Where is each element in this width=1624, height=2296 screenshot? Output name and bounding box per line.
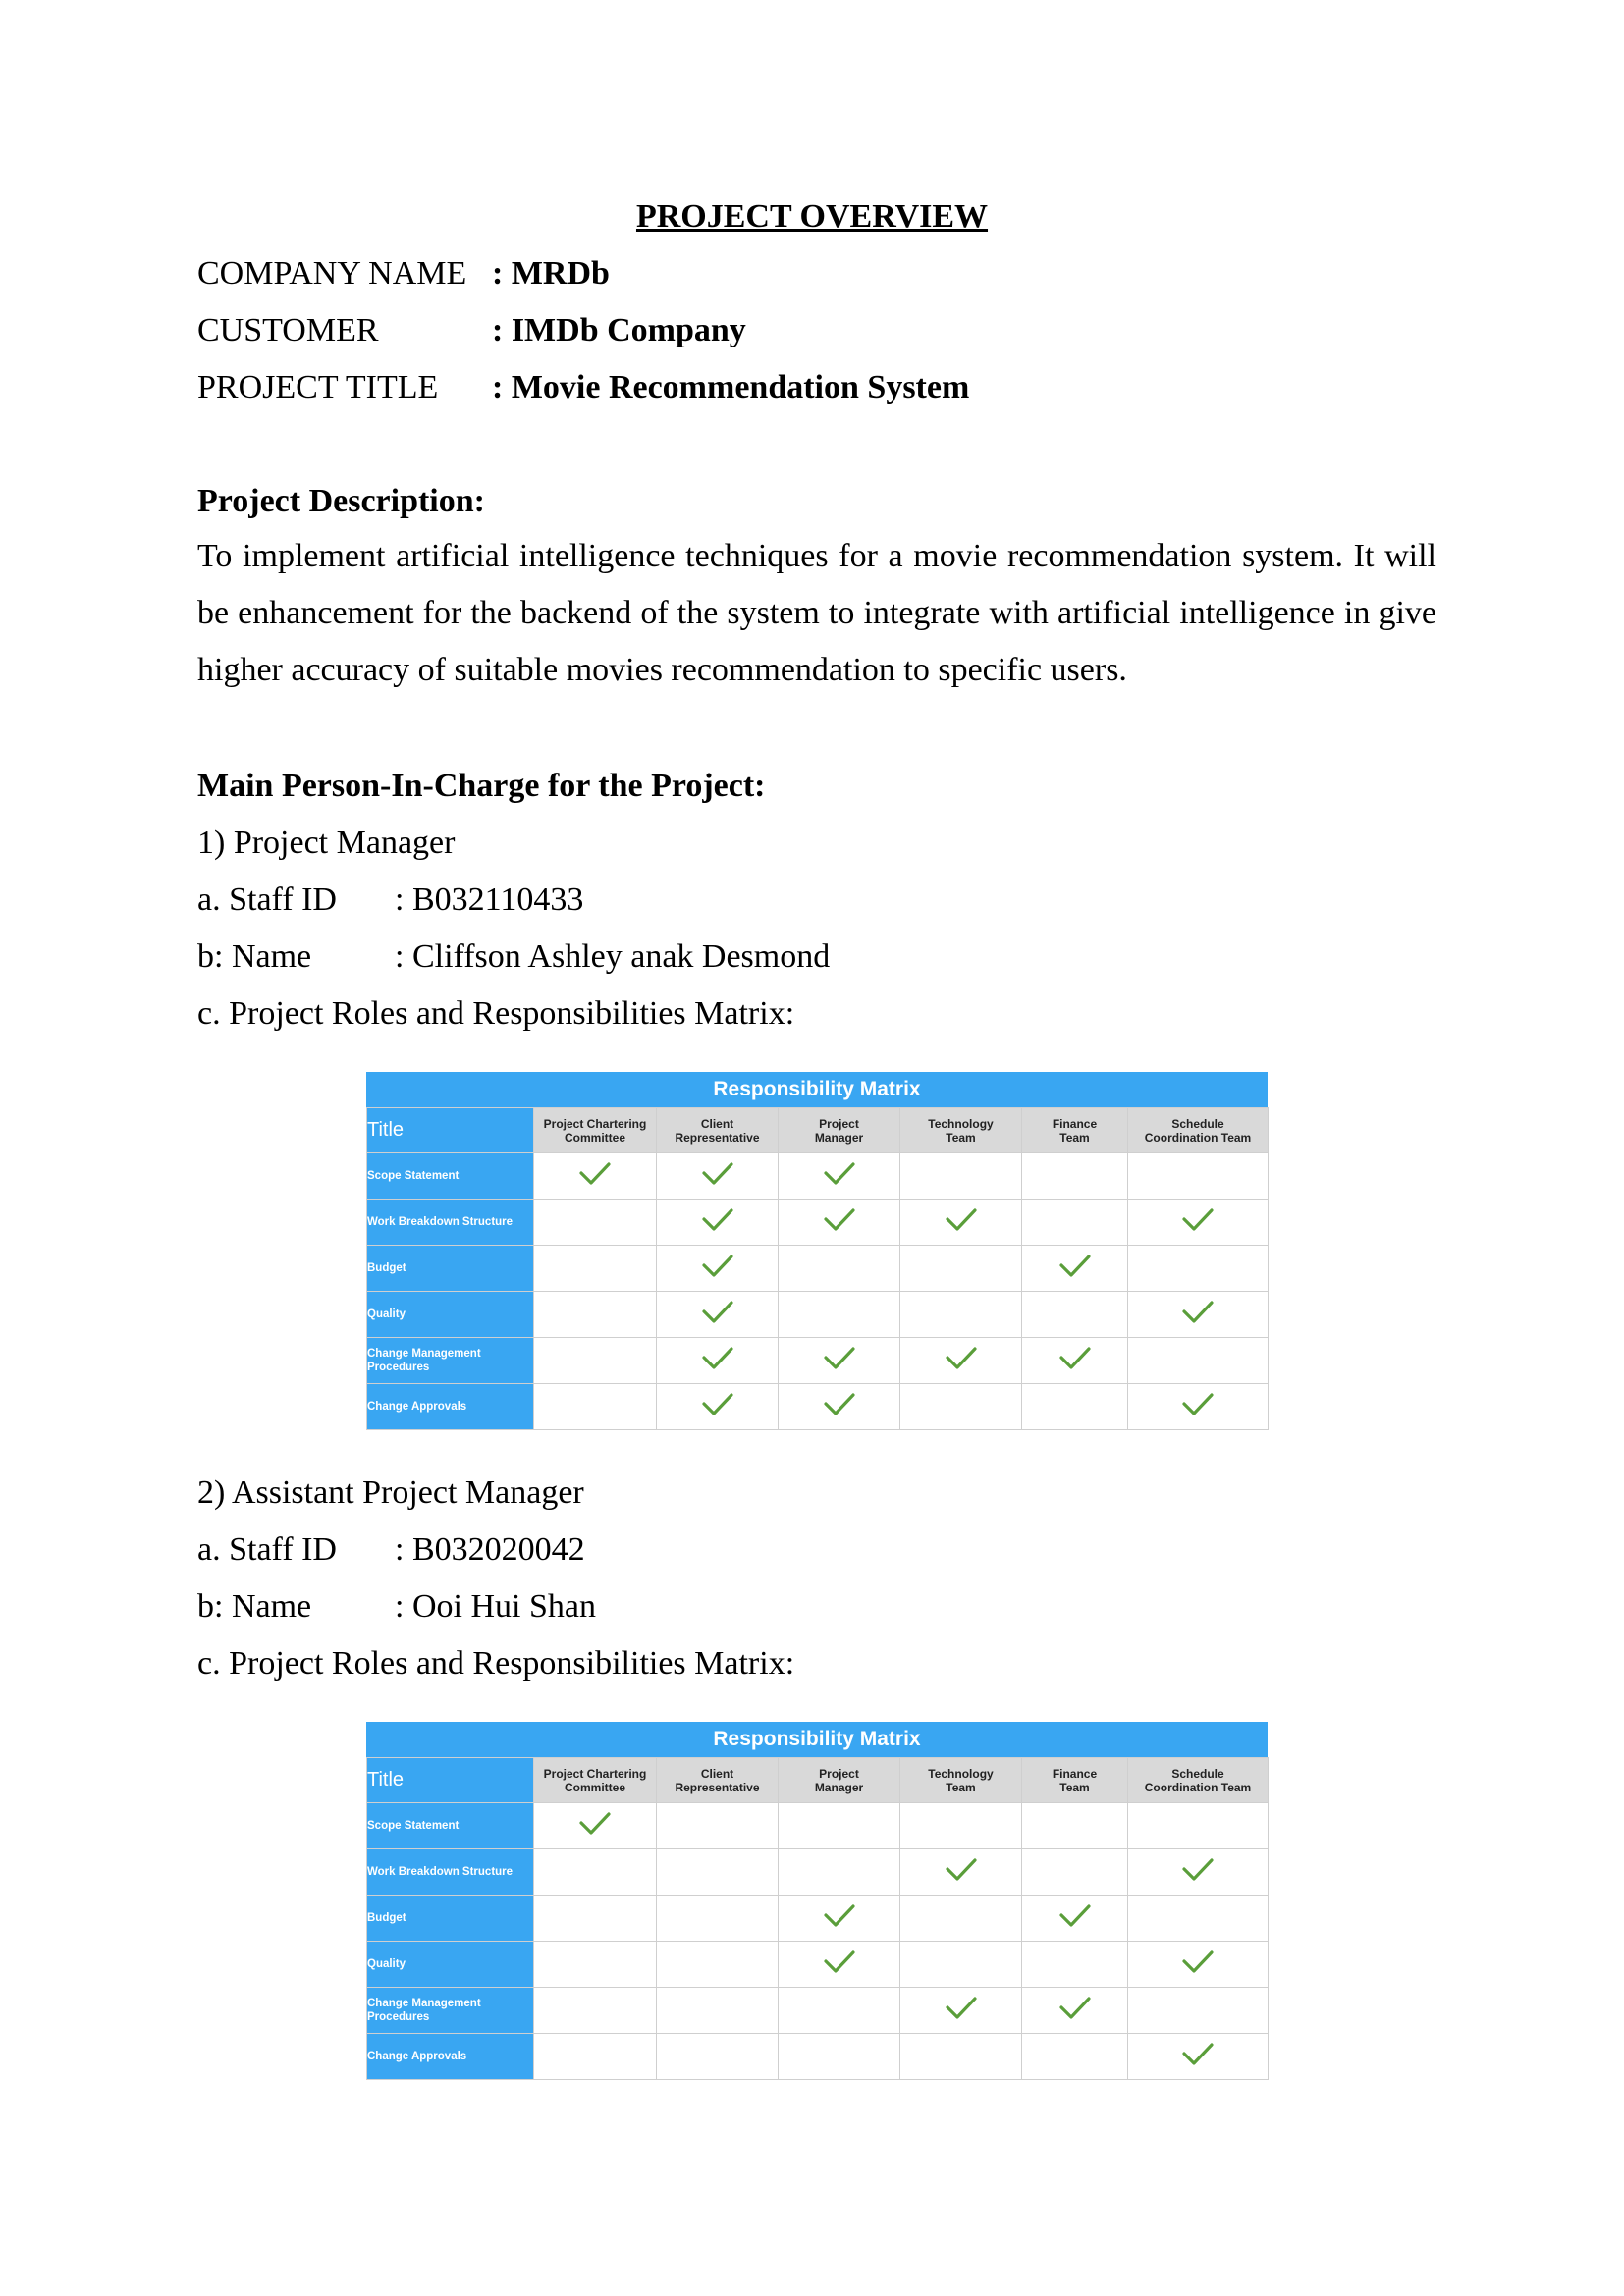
column-header-line: Team bbox=[946, 1130, 976, 1145]
matrix-cell bbox=[657, 1246, 779, 1292]
matrix-cell bbox=[779, 1153, 900, 1200]
column-header-line: Team bbox=[1059, 1780, 1090, 1794]
matrix-cell bbox=[534, 1896, 657, 1942]
checkmark-icon bbox=[946, 1346, 977, 1371]
row-label bbox=[367, 1849, 534, 1896]
matrix-cell bbox=[900, 1803, 1022, 1849]
responsibility-matrix-2 bbox=[366, 1722, 1268, 2080]
matrix-cell bbox=[657, 1988, 779, 2034]
checkmark-icon bbox=[946, 1857, 977, 1883]
matrix-cell bbox=[900, 1292, 1022, 1338]
description-heading: Project Description: bbox=[197, 483, 485, 519]
checkmark-icon bbox=[824, 1161, 855, 1187]
matrix-row bbox=[367, 1988, 1269, 2034]
person2-name-label: b: Name bbox=[197, 1588, 312, 1625]
matrix-cell bbox=[1022, 1292, 1128, 1338]
matrix-table bbox=[366, 1757, 1269, 2080]
checkmark-icon bbox=[702, 1207, 733, 1233]
column-header bbox=[1128, 1108, 1269, 1153]
row-label bbox=[367, 1292, 534, 1338]
column-header bbox=[1128, 1758, 1269, 1803]
matrix-cell bbox=[1128, 1988, 1269, 2034]
row-label-line: Quality bbox=[367, 1308, 406, 1320]
row-label-line: Procedures bbox=[367, 1362, 430, 1373]
matrix-row bbox=[367, 2034, 1269, 2080]
checkmark-icon bbox=[824, 1903, 855, 1929]
column-header bbox=[1022, 1108, 1128, 1153]
column-header-line: Schedule bbox=[1171, 1766, 1224, 1781]
person2-name-line bbox=[197, 1582, 596, 1631]
column-header-line: Technology bbox=[928, 1766, 994, 1781]
matrix-cell bbox=[900, 2034, 1022, 2080]
column-header-line: Finance bbox=[1052, 1116, 1098, 1131]
matrix-title-cell: Title bbox=[367, 1108, 534, 1153]
column-header bbox=[657, 1758, 779, 1803]
column-header bbox=[779, 1758, 900, 1803]
column-header-line: Client bbox=[700, 1766, 734, 1781]
matrix-cell bbox=[1128, 1200, 1269, 1246]
person1-role: 1) Project Manager bbox=[197, 825, 456, 861]
checkmark-icon bbox=[702, 1346, 733, 1371]
row-label-line: Scope Statement bbox=[367, 1820, 460, 1832]
column-header-line: Manager bbox=[814, 1130, 864, 1145]
column-header-line: Team bbox=[946, 1780, 976, 1794]
matrix-cell bbox=[534, 1849, 657, 1896]
matrix-cell bbox=[900, 1896, 1022, 1942]
matrix-cell bbox=[900, 1849, 1022, 1896]
column-header-line: Coordination Team bbox=[1144, 1130, 1252, 1145]
matrix-cell bbox=[900, 1384, 1022, 1430]
row-label-line: Change Approvals bbox=[367, 2051, 467, 2062]
checkmark-icon bbox=[1059, 1903, 1091, 1929]
matrix-row bbox=[367, 1849, 1269, 1896]
matrix-cell bbox=[779, 1292, 900, 1338]
company-label: COMPANY NAME bbox=[197, 255, 467, 292]
matrix-cell bbox=[534, 1338, 657, 1384]
matrix-cell bbox=[1022, 1246, 1128, 1292]
person1-name-label: b: Name bbox=[197, 938, 312, 975]
matrix-row bbox=[367, 1338, 1269, 1384]
matrix-row bbox=[367, 1896, 1269, 1942]
matrix-cell bbox=[534, 1942, 657, 1988]
page-title: PROJECT OVERVIEW bbox=[635, 198, 989, 235]
company-value: : MRDb bbox=[492, 255, 610, 292]
matrix-cell bbox=[900, 1338, 1022, 1384]
matrix-header-row bbox=[367, 1108, 1269, 1153]
checkmark-icon bbox=[824, 1207, 855, 1233]
description-text: To implement artificial intelligence techniques for a movie recommendation system. It will be enhancement for the backend of the system to integrate with artificial intelligence in give higher accuracy of suitable movies recommendation to specific users. bbox=[197, 538, 1436, 688]
matrix-row bbox=[367, 1942, 1269, 1988]
matrix-cell bbox=[534, 1292, 657, 1338]
row-label bbox=[367, 2034, 534, 2080]
row-label bbox=[367, 1246, 534, 1292]
matrix-cell bbox=[534, 1988, 657, 2034]
column-header bbox=[1022, 1758, 1128, 1803]
checkmark-icon bbox=[702, 1392, 733, 1417]
column-header-line: Team bbox=[1059, 1130, 1090, 1145]
matrix-cell bbox=[657, 1384, 779, 1430]
row-label-line: Change Management bbox=[367, 1348, 481, 1360]
matrix-cell bbox=[1022, 1153, 1128, 1200]
matrix-row bbox=[367, 1384, 1269, 1430]
company-line bbox=[197, 249, 610, 298]
row-label-line: Work Breakdown Structure bbox=[367, 1216, 514, 1228]
checkmark-icon bbox=[579, 1811, 611, 1837]
row-label-line: Budget bbox=[367, 1912, 406, 1924]
matrix-title-cell: Title bbox=[367, 1758, 534, 1803]
matrix-cell bbox=[1128, 1246, 1269, 1292]
column-header bbox=[900, 1758, 1022, 1803]
matrix-cell bbox=[1022, 1896, 1128, 1942]
matrix-cell bbox=[1022, 1200, 1128, 1246]
row-label bbox=[367, 1338, 534, 1384]
matrix-cell bbox=[534, 2034, 657, 2080]
pic-heading: Main Person-In-Charge for the Project: bbox=[197, 768, 766, 804]
person2-staff-label: a. Staff ID bbox=[197, 1531, 337, 1568]
matrix-cell bbox=[779, 1338, 900, 1384]
customer-label: CUSTOMER bbox=[197, 312, 379, 348]
customer-value: : IMDb Company bbox=[492, 312, 746, 348]
row-label bbox=[367, 1942, 534, 1988]
person2-role: 2) Assistant Project Manager bbox=[197, 1474, 584, 1511]
matrix-cell bbox=[779, 1988, 900, 2034]
checkmark-icon bbox=[1182, 2042, 1214, 2067]
matrix-cell bbox=[534, 1200, 657, 1246]
checkmark-icon bbox=[1059, 1254, 1091, 1279]
matrix-row bbox=[367, 1200, 1269, 1246]
column-header bbox=[534, 1108, 657, 1153]
matrix-cell bbox=[657, 1896, 779, 1942]
column-header-line: Technology bbox=[928, 1116, 994, 1131]
column-header-line: Representative bbox=[675, 1130, 760, 1145]
column-header-line: Project Chartering bbox=[543, 1766, 647, 1781]
row-label-line: Quality bbox=[367, 1958, 406, 1970]
matrix-cell bbox=[1128, 1292, 1269, 1338]
matrix-cell bbox=[779, 1384, 900, 1430]
row-label bbox=[367, 1153, 534, 1200]
matrix-cell bbox=[900, 1988, 1022, 2034]
matrix-cell bbox=[779, 1896, 900, 1942]
matrix-cell bbox=[657, 1803, 779, 1849]
matrix-cell bbox=[1128, 1384, 1269, 1430]
row-label bbox=[367, 1200, 534, 1246]
matrix-cell bbox=[1022, 1803, 1128, 1849]
responsibility-matrix-1 bbox=[366, 1072, 1268, 1430]
matrix-cell bbox=[1128, 1153, 1269, 1200]
row-label-line: Procedures bbox=[367, 2011, 430, 2023]
matrix-cell bbox=[534, 1246, 657, 1292]
matrix-cell bbox=[534, 1803, 657, 1849]
matrix-cell bbox=[1128, 1896, 1269, 1942]
project-title-value: : Movie Recommendation System bbox=[492, 369, 970, 405]
checkmark-icon bbox=[824, 1346, 855, 1371]
column-header-line: Client bbox=[700, 1116, 734, 1131]
checkmark-icon bbox=[1059, 1996, 1091, 2021]
row-label-line: Scope Statement bbox=[367, 1170, 460, 1182]
matrix-cell bbox=[900, 1200, 1022, 1246]
row-label-line: Budget bbox=[367, 1262, 406, 1274]
person1-matrix-label: c. Project Roles and Responsibilities Matrix: bbox=[197, 995, 795, 1032]
column-header-line: Committee bbox=[564, 1780, 625, 1794]
matrix-cell bbox=[900, 1153, 1022, 1200]
row-label bbox=[367, 1803, 534, 1849]
person1-staff-label: a. Staff ID bbox=[197, 881, 337, 918]
row-label bbox=[367, 1896, 534, 1942]
column-header-line: Project bbox=[819, 1766, 859, 1781]
customer-line bbox=[197, 306, 746, 355]
matrix-cell bbox=[657, 1849, 779, 1896]
matrix-cell bbox=[1022, 1384, 1128, 1430]
matrix-cell bbox=[657, 1942, 779, 1988]
matrix-cell bbox=[1128, 1849, 1269, 1896]
column-header bbox=[534, 1758, 657, 1803]
checkmark-icon bbox=[824, 1392, 855, 1417]
row-label-line: Change Approvals bbox=[367, 1401, 467, 1413]
matrix-cell bbox=[900, 1942, 1022, 1988]
row-label bbox=[367, 1988, 534, 2034]
column-header-line: Schedule bbox=[1171, 1116, 1224, 1131]
column-header-line: Finance bbox=[1052, 1766, 1098, 1781]
person1-staff-value: : B032110433 bbox=[395, 881, 584, 918]
checkmark-icon bbox=[1059, 1346, 1091, 1371]
person1-name-value: : Cliffson Ashley anak Desmond bbox=[395, 938, 831, 975]
matrix-row bbox=[367, 1153, 1269, 1200]
matrix-cell bbox=[657, 2034, 779, 2080]
checkmark-icon bbox=[702, 1161, 733, 1187]
matrix-header-row bbox=[367, 1758, 1269, 1803]
matrix-cell bbox=[1128, 1942, 1269, 1988]
checkmark-icon bbox=[579, 1161, 611, 1187]
column-header-line: Project Chartering bbox=[543, 1116, 647, 1131]
checkmark-icon bbox=[702, 1254, 733, 1279]
row-label-line: Work Breakdown Structure bbox=[367, 1866, 514, 1878]
matrix-cell bbox=[657, 1200, 779, 1246]
person1-name-line bbox=[197, 933, 830, 982]
matrix-cell bbox=[1128, 1803, 1269, 1849]
matrix-cell bbox=[779, 1200, 900, 1246]
person2-name-value: : Ooi Hui Shan bbox=[395, 1588, 596, 1625]
matrix-cell bbox=[779, 2034, 900, 2080]
column-header-line: Representative bbox=[675, 1780, 760, 1794]
row-label-line: Change Management bbox=[367, 1998, 481, 2009]
matrix-cell bbox=[534, 1384, 657, 1430]
matrix-row bbox=[367, 1292, 1269, 1338]
matrix-cell bbox=[1022, 1849, 1128, 1896]
column-header-line: Manager bbox=[814, 1780, 864, 1794]
column-header bbox=[657, 1108, 779, 1153]
matrix-cell bbox=[1022, 1942, 1128, 1988]
project-title-line bbox=[197, 363, 969, 412]
column-header-line: Committee bbox=[564, 1130, 625, 1145]
column-header bbox=[779, 1108, 900, 1153]
person2-matrix-label: c. Project Roles and Responsibilities Matrix: bbox=[197, 1645, 795, 1682]
person2-staff-value: : B032020042 bbox=[395, 1531, 585, 1568]
matrix-heading: Responsibility Matrix bbox=[366, 1072, 1268, 1107]
checkmark-icon bbox=[1182, 1949, 1214, 1975]
matrix-cell bbox=[657, 1292, 779, 1338]
matrix-cell bbox=[657, 1153, 779, 1200]
matrix-cell bbox=[657, 1338, 779, 1384]
matrix-heading: Responsibility Matrix bbox=[366, 1722, 1268, 1757]
matrix-cell bbox=[779, 1246, 900, 1292]
matrix-cell bbox=[1128, 1338, 1269, 1384]
matrix-cell bbox=[900, 1246, 1022, 1292]
person2-staff-line bbox=[197, 1525, 585, 1575]
matrix-row bbox=[367, 1803, 1269, 1849]
matrix-cell bbox=[1022, 1338, 1128, 1384]
checkmark-icon bbox=[1182, 1857, 1214, 1883]
matrix-table bbox=[366, 1107, 1269, 1430]
column-header-line: Project bbox=[819, 1116, 859, 1131]
row-label bbox=[367, 1384, 534, 1430]
column-header-line: Coordination Team bbox=[1144, 1780, 1252, 1794]
checkmark-icon bbox=[946, 1996, 977, 2021]
matrix-cell bbox=[779, 1942, 900, 1988]
checkmark-icon bbox=[824, 1949, 855, 1975]
checkmark-icon bbox=[702, 1300, 733, 1325]
checkmark-icon bbox=[1182, 1300, 1214, 1325]
checkmark-icon bbox=[946, 1207, 977, 1233]
matrix-row bbox=[367, 1246, 1269, 1292]
column-header bbox=[900, 1108, 1022, 1153]
matrix-cell bbox=[534, 1153, 657, 1200]
matrix-cell bbox=[1128, 2034, 1269, 2080]
matrix-cell bbox=[779, 1849, 900, 1896]
project-title-label: PROJECT TITLE bbox=[197, 369, 439, 405]
checkmark-icon bbox=[1182, 1207, 1214, 1233]
matrix-cell bbox=[1022, 1988, 1128, 2034]
person1-staff-line bbox=[197, 876, 583, 925]
matrix-cell bbox=[1022, 2034, 1128, 2080]
checkmark-icon bbox=[1182, 1392, 1214, 1417]
matrix-cell bbox=[779, 1803, 900, 1849]
